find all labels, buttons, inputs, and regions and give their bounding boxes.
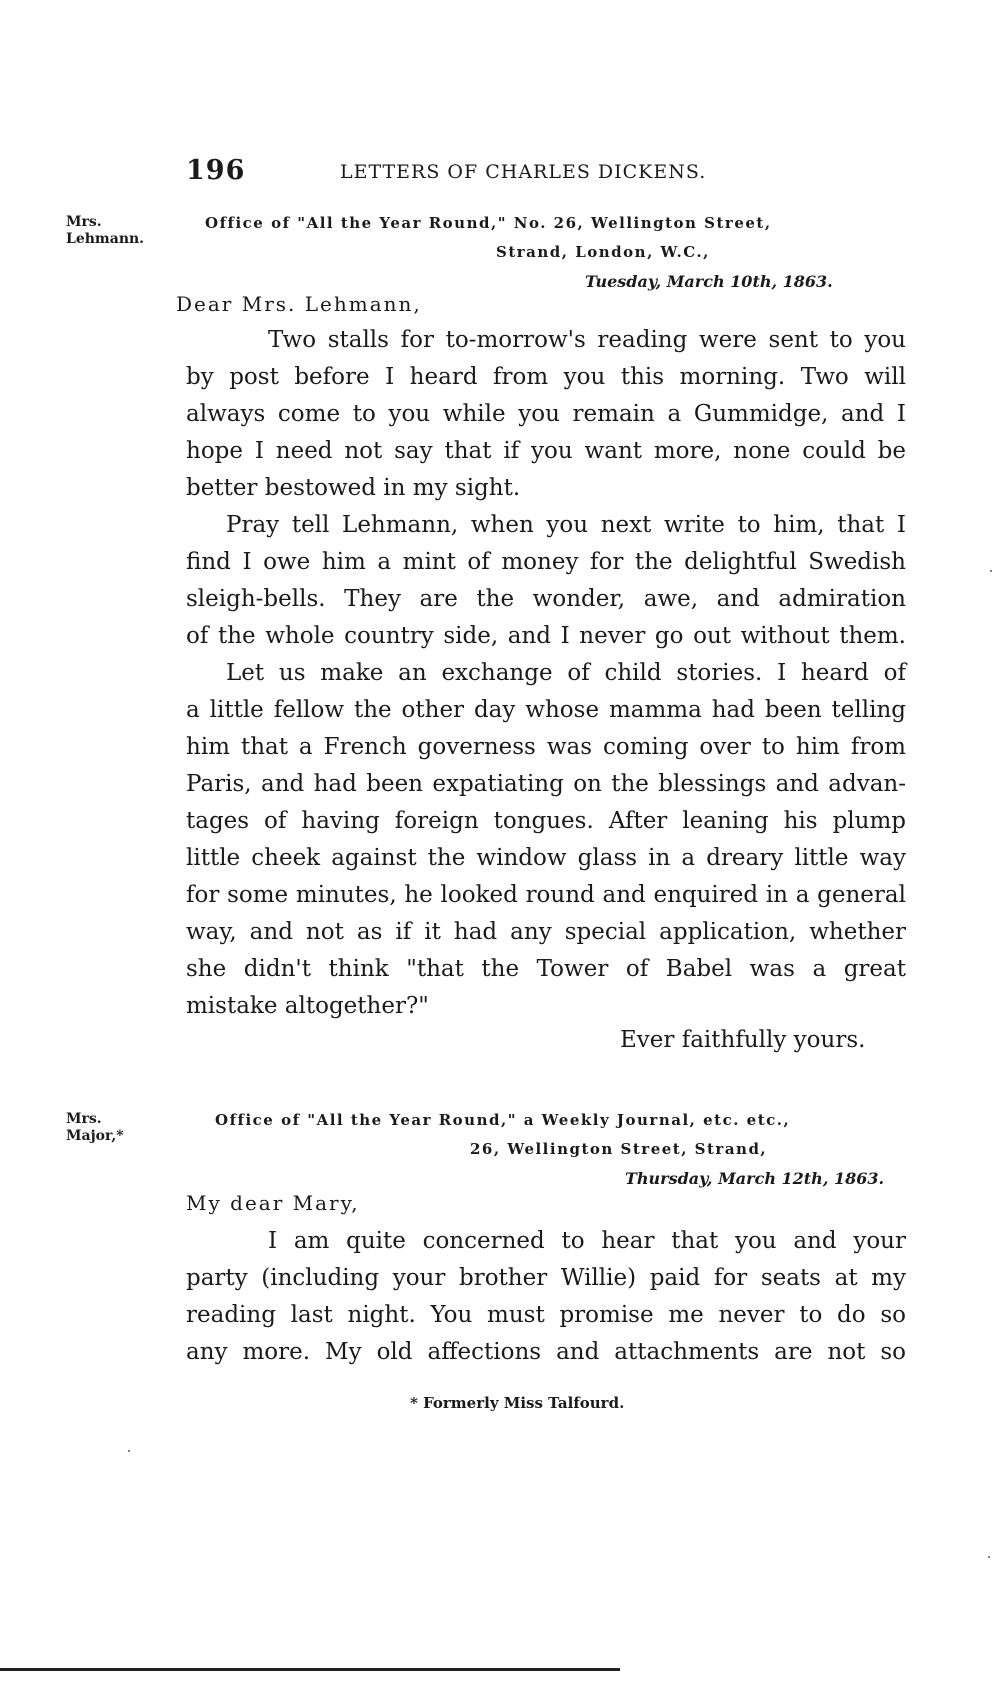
text-line: of the whole country side, and I never go out without them.: [186, 623, 906, 649]
text-line: by post before I heard from you this morning. Two will: [186, 364, 906, 390]
text-line: I am quite concerned to hear that you and your: [268, 1228, 906, 1254]
text-line: for some minutes, he looked round and enquired in a general: [186, 882, 906, 908]
text-line: mistake altogether?": [186, 993, 429, 1019]
text-line: find I owe him a mint of money for the delightful Swedish: [186, 549, 906, 575]
letter1-date: Tuesday, March 10th, 1863.: [585, 272, 833, 291]
margin-note-line: Mrs.: [66, 1111, 102, 1127]
letter1-address-line2: Strand, London, W.C.,: [496, 243, 710, 261]
margin-note-line: Mrs.: [66, 214, 102, 230]
letter1-address-line1: Office of "All the Year Round," No. 26, Wellington Street,: [205, 214, 772, 232]
text-line: she didn't think "that the Tower of Babel was a great: [186, 956, 906, 982]
text-line: Let us make an exchange of child stories. I heard of: [226, 660, 906, 686]
bottom-edge-rule: [0, 1668, 620, 1671]
text-line: sleigh-bells. They are the wonder, awe, and admiration: [186, 586, 906, 612]
text-line: a little fellow the other day whose mamma had been telling: [186, 697, 906, 723]
scan-speck: [988, 1556, 990, 1558]
margin-note-recipient: [66, 214, 144, 248]
scan-speck: [128, 1450, 130, 1452]
text-line: him that a French governess was coming over to him from: [186, 734, 906, 760]
running-head: LETTERS OF CHARLES DICKENS.: [340, 161, 707, 183]
letter2-address-line2: 26, Wellington Street, Strand,: [470, 1140, 768, 1158]
page-number: 196: [186, 155, 246, 186]
margin-note-line: Major,*: [66, 1128, 124, 1144]
text-line: Pray tell Lehmann, when you next write to him, that I: [226, 512, 906, 538]
text-line: little cheek against the window glass in a dreary little way: [186, 845, 906, 871]
text-line: Paris, and had been expatiating on the blessings and advan-: [186, 771, 906, 797]
letter1-closing: Ever faithfully yours.: [620, 1027, 866, 1053]
scan-speck: [990, 570, 992, 572]
text-line: party (including your brother Willie) paid for seats at my: [186, 1265, 906, 1291]
footnote: * Formerly Miss Talfourd.: [410, 1394, 625, 1412]
text-line: reading last night. You must promise me never to do so: [186, 1302, 906, 1328]
letter2-salutation: My dear Mary,: [186, 1191, 360, 1215]
text-line: hope I need not say that if you want more, none could be: [186, 438, 906, 464]
text-line: better bestowed in my sight.: [186, 475, 521, 501]
text-line: always come to you while you remain a Gummidge, and I: [186, 401, 906, 427]
letter2-date: Thursday, March 12th, 1863.: [625, 1169, 885, 1188]
letter1-salutation: Dear Mrs. Lehmann,: [176, 292, 422, 316]
text-line: way, and not as if it had any special application, whether: [186, 919, 906, 945]
text-line: any more. My old affections and attachments are not so: [186, 1339, 906, 1365]
margin-note-line: Lehmann.: [66, 231, 145, 247]
letter2-address-line1: Office of "All the Year Round," a Weekly Journal, etc. etc.,: [215, 1111, 791, 1129]
margin-note-recipient: [66, 1111, 124, 1145]
text-line: Two stalls for to-morrow's reading were sent to you: [268, 327, 906, 353]
text-line: tages of having foreign tongues. After leaning his plump: [186, 808, 906, 834]
